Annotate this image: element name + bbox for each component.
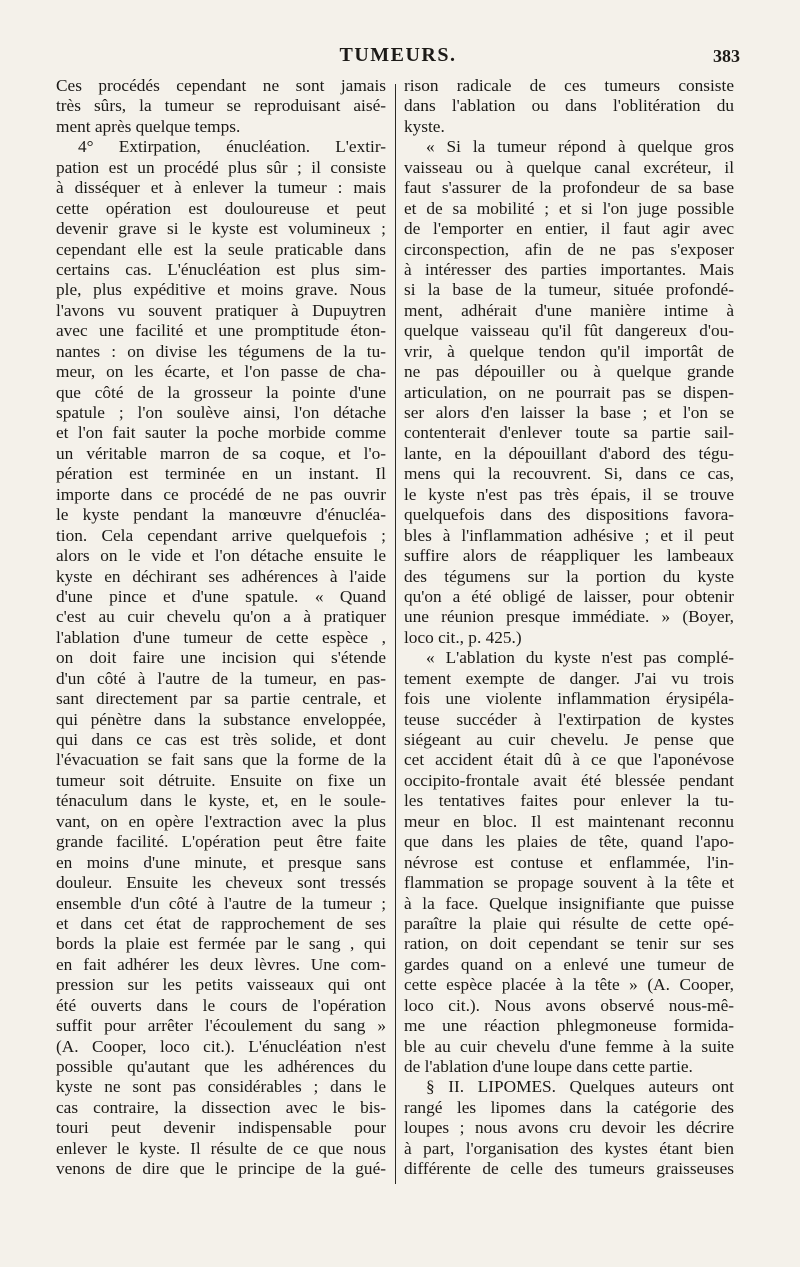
text-line: vrir, à quelque tendon qu'il importât de bbox=[404, 341, 734, 361]
text-line: et dans cet état de rapprochement de ses bbox=[56, 913, 386, 933]
column-divider bbox=[395, 84, 396, 1184]
text-line: à part, l'organisation des kystes étant bien bbox=[404, 1138, 734, 1158]
text-line: importe dans ce procédé de ne pas ouvrir bbox=[56, 484, 386, 504]
text-line: à la face. Quelque insignifiante que puisse bbox=[404, 893, 734, 913]
text-line: possible qu'autant que les adhérences du bbox=[56, 1057, 386, 1076]
text-line: 4° Extirpation, énucléation. L'extir- bbox=[78, 137, 386, 157]
text-line: les tentatives faites pour enlever la tu- bbox=[404, 791, 734, 811]
text-line: rison radicale de ces tumeurs consiste bbox=[404, 76, 734, 95]
text-line: de l'ablation d'une loupe dans cette partie. bbox=[404, 1057, 693, 1076]
text-line: occipito-frontale avait été blessée pendant bbox=[404, 770, 734, 790]
text-line: articulation, on ne pourrait pas se dispen- bbox=[404, 382, 734, 402]
text-line: rangé les lipomes dans la catégorie des bbox=[404, 1097, 734, 1117]
text-line: de l'emporter en entier, il faut agir avec bbox=[404, 219, 734, 239]
text-line: avec une facilité et une promptitude éton- bbox=[56, 321, 386, 341]
text-line: ser alors d'en laisser la base ; et l'on se bbox=[404, 403, 734, 422]
text-line: c'est au cuir chevelu qu'on a à pratiquer bbox=[56, 607, 386, 627]
text-line: pation est un procédé plus sûr ; il consiste bbox=[56, 157, 386, 177]
text-line: qui pénètre dans la substance enveloppée, bbox=[56, 709, 386, 729]
text-line: « L'ablation du kyste n'est pas complé- bbox=[426, 648, 734, 668]
text-line: cas contraire, la dissection avec le bis- bbox=[56, 1097, 386, 1117]
text-line: quelquefois dans des dispositions favora- bbox=[404, 505, 734, 525]
text-line: touri peut devenir indispensable pour bbox=[56, 1118, 386, 1138]
text-line: § II. LIPOMES. Quelques auteurs ont bbox=[426, 1077, 734, 1097]
text-line: suffit pour arrêter l'écoulement du sang » bbox=[56, 1016, 386, 1036]
text-line: faut s'assurer de la profondeur de sa base bbox=[404, 178, 734, 198]
text-line: tumeur soit détruite. Ensuite on fixe un bbox=[56, 770, 386, 790]
text-line: kyste ne sont pas considérables ; dans le bbox=[56, 1077, 386, 1097]
text-line: loco cit.). Nous avons observé nous-mê- bbox=[404, 995, 734, 1015]
text-line: Ces procédés cependant ne sont jamais bbox=[56, 76, 386, 95]
text-line: gardes quand on a enlevé une tumeur de bbox=[404, 954, 734, 974]
page-header bbox=[56, 44, 740, 74]
text-line: certains cas. L'énucléation est plus sim- bbox=[56, 259, 386, 279]
text-line: grande facilité. L'opération peut être faite bbox=[56, 832, 386, 852]
text-line: pression sur les petits vaisseaux qui ont bbox=[56, 975, 386, 995]
left-column bbox=[56, 76, 386, 1180]
text-line: quelque vaisseau qu'il fût dangereux d'ou- bbox=[404, 321, 734, 341]
text-line: kyste. bbox=[404, 116, 445, 136]
text-line: contenterait d'enlever toute sa partie sail- bbox=[404, 423, 734, 443]
text-line: pération est terminée en un instant. Il bbox=[56, 464, 386, 484]
page-number: 383 bbox=[713, 46, 740, 66]
text-line: que dans les plaies de tête, quand l'apo- bbox=[404, 832, 734, 852]
text-line: lante, en la dépouillant d'abord des tégu- bbox=[404, 443, 734, 463]
text-line: cette espèce placée à la tête » (A. Cooper, bbox=[404, 975, 734, 995]
text-line: mens qui la recouvrent. Si, dans ce cas, bbox=[404, 464, 734, 484]
text-line: douleur. Ensuite les cheveux sont tressés bbox=[56, 873, 386, 893]
text-line: enlever le kyste. Il résulte de ce que nous bbox=[56, 1138, 386, 1158]
text-line: et de sa mobilité ; et si l'on juge possible bbox=[404, 198, 734, 218]
text-line: l'évacuation se fait sans que la forme de la bbox=[56, 750, 386, 770]
text-line: différente de celle des tumeurs graisseuses bbox=[404, 1159, 734, 1179]
text-line: des tégumens sur la portion du kyste bbox=[404, 566, 734, 586]
text-line: d'une pince et d'une spatule. « Quand bbox=[56, 586, 386, 606]
text-line: suffire alors de réappliquer les lambeaux bbox=[404, 546, 734, 566]
text-line: bords la plaie est fermée par le sang , qui bbox=[56, 934, 386, 954]
text-line: teuse succéder à l'extirpation de kystes bbox=[404, 709, 734, 729]
right-column bbox=[404, 76, 734, 1180]
text-line: ment, adhérait d'une manière intime à bbox=[404, 300, 734, 320]
text-line: alors on le vide et l'on détache ensuite le bbox=[56, 546, 386, 566]
text-line: l'ablation d'une tumeur de cette espèce , bbox=[56, 627, 386, 647]
text-line: ensemble d'un côté à l'autre de la tumeur ; bbox=[56, 893, 386, 913]
text-line: tion. Cela cependant arrive quelquefois ; bbox=[56, 525, 386, 545]
text-line: le kyste pendant la manœuvre d'énucléa- bbox=[56, 505, 386, 525]
text-line: siégeant au cuir chevelu. Je pense que bbox=[404, 730, 734, 749]
text-line: sant directement par sa partie centrale, et bbox=[56, 689, 386, 709]
text-line: devenir grave si le kyste est volumineux ; bbox=[56, 219, 386, 239]
text-line: meur en bloc. Il est maintenant reconnu bbox=[404, 811, 734, 831]
text-line: cette opération est douloureuse et peut bbox=[56, 198, 386, 218]
text-line: qu'on a été obligé de laisser, pour obtenir bbox=[404, 586, 734, 606]
text-line: d'un côté à l'autre de la tumeur, en pas- bbox=[56, 668, 386, 688]
text-line: on doit faire une incision qui s'étende bbox=[56, 648, 386, 668]
text-line: à intéresser des parties importantes. Mais bbox=[404, 259, 734, 279]
text-line: si la base de la tumeur, située profondé- bbox=[404, 280, 734, 300]
text-line: que côté de la grosseur la pointe d'une bbox=[56, 382, 386, 402]
text-line: loco cit., p. 425.) bbox=[404, 627, 522, 647]
text-line: et l'on fait sauter la poche morbide comme bbox=[56, 423, 386, 443]
text-line: cet accident était dû à ce que l'aponévose bbox=[404, 750, 734, 770]
text-line: (A. Cooper, loco cit.). L'énucléation n'est bbox=[56, 1036, 386, 1056]
text-line: dans l'ablation ou dans l'oblitération du bbox=[404, 96, 734, 116]
text-line: ration, on doit cependant se tenir sur ses bbox=[404, 934, 734, 954]
text-line: vant, on en opère l'extraction avec la plus bbox=[56, 811, 386, 831]
text-line: ténaculum dans le kyste, et, en le soule- bbox=[56, 791, 386, 811]
text-line: névrose est contuse et enflammée, l'in- bbox=[404, 852, 734, 872]
text-line: été ouverts dans le cours de l'opération bbox=[56, 995, 386, 1015]
text-line: ne pas dépouiller ou à quelque grande bbox=[404, 362, 734, 382]
text-line: meur, on les écarte, et l'on passe de cha- bbox=[56, 362, 386, 382]
text-line: fois une violente inflammation érysipéla- bbox=[404, 689, 734, 709]
text-line: en moins d'une minute, et presque sans bbox=[56, 852, 386, 872]
text-line: ple, plus expéditive et moins grave. Nous bbox=[56, 280, 386, 300]
text-line: flammation se propage souvent à la tête et bbox=[404, 873, 734, 893]
text-line: très sûrs, la tumeur se reproduisant aisé- bbox=[56, 96, 386, 116]
running-title: TUMEURS. bbox=[339, 44, 457, 66]
text-line: loupes ; nous avons cru devoir les décrire bbox=[404, 1118, 734, 1138]
text-line: le kyste n'est pas très épais, il se trouve bbox=[404, 484, 734, 504]
text-line: kyste en déchirant ses adhérences à l'aide bbox=[56, 566, 386, 586]
text-line: bles à l'inflammation adhésive ; et il peut bbox=[404, 525, 734, 545]
text-line: venons de dire que le principe de la gué- bbox=[56, 1159, 386, 1179]
text-line: spatule ; l'on soulève ainsi, l'on détache bbox=[56, 403, 386, 422]
text-line: circonspection, afin de ne pas s'exposer bbox=[404, 239, 734, 259]
text-line: « Si la tumeur répond à quelque gros bbox=[426, 137, 734, 157]
text-line: en fait adhérer les deux lèvres. Une com- bbox=[56, 954, 386, 974]
text-line: cependant elle est la seule praticable dans bbox=[56, 239, 386, 259]
text-line: paraître la plaie qui résulte de cette opé- bbox=[404, 913, 734, 933]
text-line: tement exempte de danger. J'ai vu trois bbox=[404, 668, 734, 688]
text-line: à disséquer et à enlever la tumeur : mais bbox=[56, 178, 386, 198]
text-line: ble au cuir chevelu d'une femme à la suite bbox=[404, 1036, 734, 1056]
text-line: ment après quelque temps. bbox=[56, 116, 241, 136]
text-line: me une réaction phlegmoneuse formida- bbox=[404, 1016, 734, 1036]
text-line: nantes : on divise les tégumens de la tu- bbox=[56, 341, 386, 361]
text-line: un véritable marron de sa coque, et l'o- bbox=[56, 443, 386, 463]
text-line: une réunion presque immédiate. » (Boyer, bbox=[404, 607, 734, 627]
text-line: qui dans ce cas est très solide, et dont bbox=[56, 730, 386, 749]
text-line: vaisseau ou à quelque canal excréteur, il bbox=[404, 157, 734, 177]
text-line: l'avons vu souvent pratiquer à Dupuytren bbox=[56, 300, 386, 320]
